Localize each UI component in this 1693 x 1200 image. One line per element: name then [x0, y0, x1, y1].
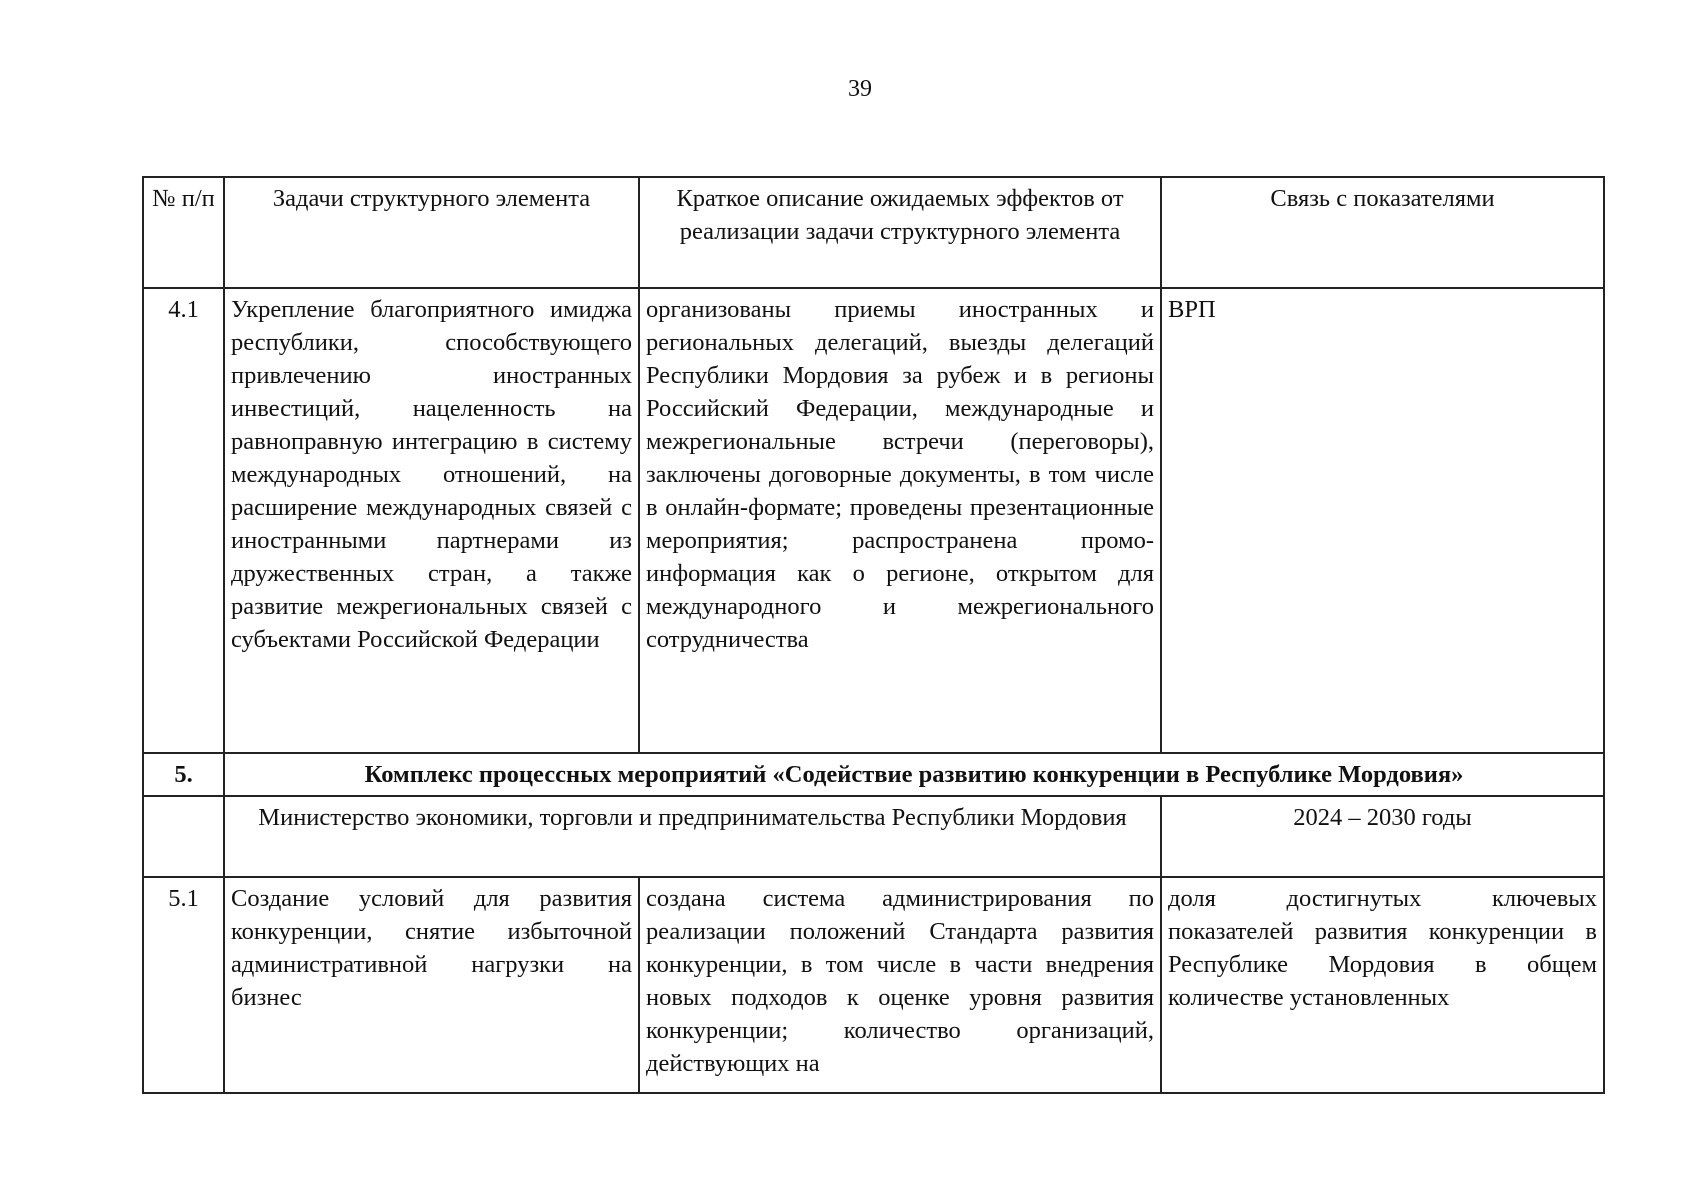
implementation-period: 2024 – 2030 годы — [1161, 796, 1604, 877]
table-row — [143, 288, 1604, 753]
empty-cell — [143, 796, 224, 877]
header-tasks: Задачи структурного элемента — [224, 177, 639, 288]
task-cell: Создание условий для развития конкуренции, снятие избыточной административной нагрузки на бизнес — [224, 877, 639, 1093]
section-title: Комплекс процессных мероприятий «Содействие развитию конкуренции в Республике Мордовия» — [224, 753, 1604, 796]
table-header-row — [143, 177, 1604, 288]
measures-table — [142, 176, 1605, 1094]
effect-cell: организованы приемы иностранных и региональных делегаций, выезды делегаций Республики Мордовия за рубеж и в регионы Российский Федерации, международные и межрегиональные встречи (переговоры), заключены договорные документы, в том числе в онлайн-формате; проведены презентационные мероприятия; распространена промо-информация как о регионе, открытом для международного и межрегионального сотрудничества — [639, 288, 1161, 753]
header-indicators: Связь с показателями — [1161, 177, 1604, 288]
table-row — [143, 877, 1604, 1093]
responsible-body: Министерство экономики, торговли и предпринимательства Республики Мордовия — [224, 796, 1161, 877]
task-cell: Укрепление благоприятного имиджа республики, способствующего привлечению иностранных инвестиций, нацеленность на равноправную интеграцию в систему международных отношений, на расширение международных связей с иностранными партнерами из дружественных стран, а также развитие межрегиональных связей с субъектами Российской Федерации — [224, 288, 639, 753]
header-num: № п/п — [143, 177, 224, 288]
section-info-row — [143, 796, 1604, 877]
indicator-cell: ВРП — [1161, 288, 1604, 753]
row-number: 5.1 — [143, 877, 224, 1093]
header-effects: Краткое описание ожидаемых эффектов от реализации задачи структурного элемента — [639, 177, 1161, 288]
effect-cell: создана система администрирования по реализации положений Стандарта развития конкуренции, в том числе в части внедрения новых подходов к оценке уровня развития конкуренции; количество организаций, действующих на — [639, 877, 1161, 1093]
row-number: 4.1 — [143, 288, 224, 753]
section-row — [143, 753, 1604, 796]
page-number: 39 — [848, 76, 872, 102]
indicator-cell: доля достигнутых ключевых показателей развития конкуренции в Республике Мордовия в общем количестве установленных — [1161, 877, 1604, 1093]
section-number: 5. — [143, 753, 224, 796]
